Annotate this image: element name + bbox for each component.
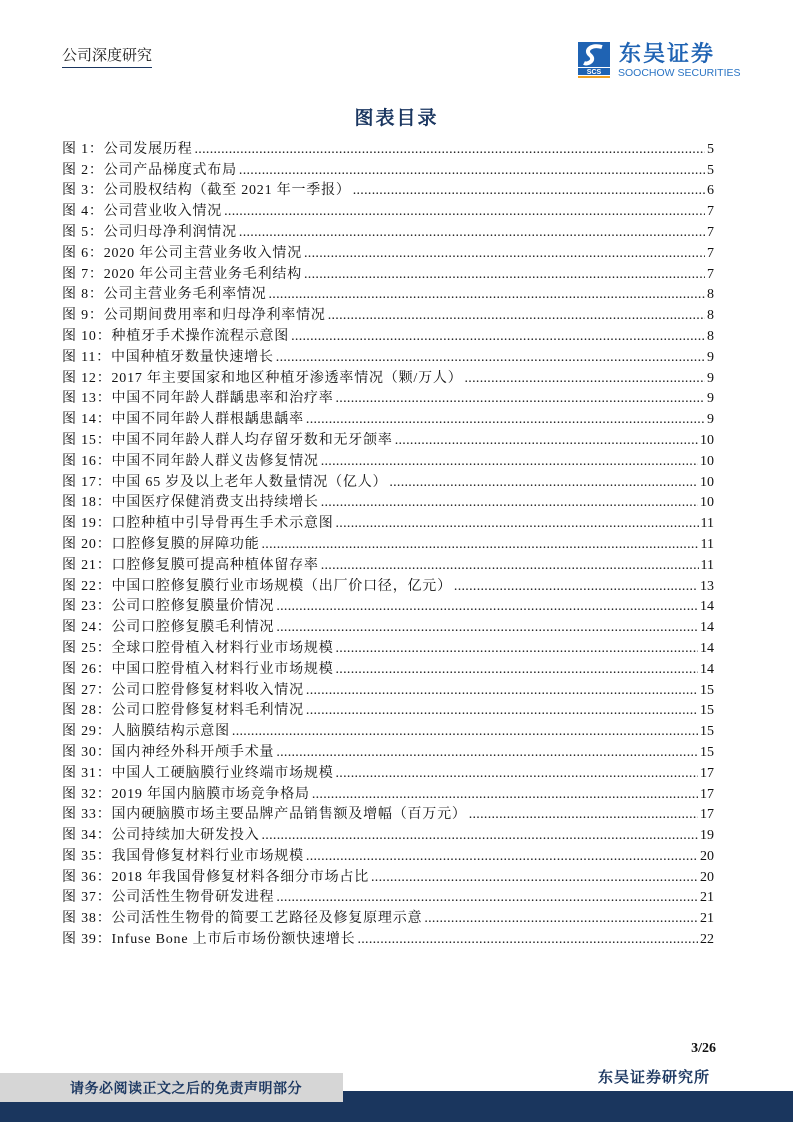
footer-institute: 东吴证券研究所: [598, 1070, 711, 1086]
toc-entry-page[interactable]: 13: [700, 578, 714, 594]
toc-entry[interactable]: [62, 388, 714, 409]
toc-leader-dots: [232, 723, 698, 741]
logo-english-name: SOOCHOW SECURITIES: [618, 67, 741, 79]
toc-leader-dots: [291, 328, 705, 346]
toc-entry-page[interactable]: 7: [707, 204, 714, 220]
toc-entry-label[interactable]: 图 35：我国骨修复材料行业市场规模: [62, 848, 304, 864]
toc-entry-label[interactable]: 图 10：种植牙手术操作流程示意图: [62, 328, 290, 344]
toc-entry-label[interactable]: 图 36：2018 年我国骨修复材料各细分市场占比: [62, 869, 369, 885]
toc-entry[interactable]: [62, 138, 714, 159]
toc-leader-dots: [239, 162, 705, 180]
toc-leader-dots: [424, 910, 698, 928]
toc-entry[interactable]: [62, 284, 714, 305]
toc-leader-dots: [276, 349, 705, 367]
toc-entry-page[interactable]: 20: [700, 848, 714, 864]
toc-entry-label[interactable]: 图 9：公司期间费用率和归母净利率情况: [62, 308, 326, 324]
toc-entry-label[interactable]: 图 12：2017 年主要国家和地区种植牙渗透率情况（颗/万人）: [62, 370, 463, 386]
toc-entry[interactable]: [62, 221, 714, 242]
toc-entry-page[interactable]: 11: [700, 536, 714, 552]
toc-entry[interactable]: [62, 783, 714, 804]
toc-entry-label[interactable]: 图 22：中国口腔修复膜行业市场规模（出厂价口径，亿元）: [62, 578, 452, 594]
toc-entry[interactable]: [62, 741, 714, 762]
toc-leader-dots: [195, 141, 706, 159]
toc-entry-page[interactable]: 10: [700, 432, 714, 448]
toc-entry-page[interactable]: 7: [707, 224, 714, 240]
toc-entry-page[interactable]: 14: [700, 599, 714, 615]
toc-entry[interactable]: [62, 658, 714, 679]
toc-entry-page[interactable]: 9: [707, 370, 714, 386]
toc-entry-label[interactable]: 图 34：公司持续加大研发投入: [62, 828, 260, 844]
toc-entry-page[interactable]: 9: [707, 349, 714, 365]
toc-leader-dots: [262, 536, 699, 554]
toc-entry[interactable]: [62, 492, 714, 513]
toc-leader-dots: [306, 702, 698, 720]
toc-entry-page[interactable]: 19: [700, 828, 714, 844]
toc-entry-page[interactable]: 9: [707, 391, 714, 407]
toc-entry[interactable]: [62, 159, 714, 180]
toc-entry[interactable]: [62, 596, 714, 617]
toc-entry-page[interactable]: 7: [707, 266, 714, 282]
toc-leader-dots: [312, 786, 698, 804]
toc-entry-label[interactable]: 图 2：公司产品梯度式布局: [62, 162, 237, 178]
toc-entry-label[interactable]: 图 17：中国 65 岁及以上老年人数量情况（亿人）: [62, 474, 388, 490]
toc-entry-page[interactable]: 9: [707, 412, 714, 428]
toc-entry[interactable]: [62, 512, 714, 533]
toc-entry-label[interactable]: 图 24：公司口腔修复膜毛利情况: [62, 620, 275, 636]
toc-entry-label[interactable]: 图 3：公司股权结构（截至 2021 年一季报）: [62, 183, 351, 199]
toc-leader-dots: [469, 806, 698, 824]
toc-entry-label[interactable]: 图 7：2020 年公司主营业务毛利结构: [62, 266, 302, 282]
toc-leader-dots: [336, 515, 699, 533]
toc-entry-label[interactable]: 图 19：口腔种植中引导骨再生手术示意图: [62, 516, 334, 532]
toc-entry[interactable]: [62, 346, 714, 367]
toc-entry[interactable]: [62, 907, 714, 928]
scs-logo-icon: [578, 42, 610, 78]
toc-entry-page[interactable]: 21: [700, 890, 714, 906]
toc-entry-page[interactable]: 5: [707, 141, 714, 157]
toc-entry-page[interactable]: 10: [700, 453, 714, 469]
toc-entry-page[interactable]: 22: [700, 932, 714, 948]
toc-entry-page[interactable]: 15: [700, 744, 714, 760]
toc-entry[interactable]: [62, 471, 714, 492]
toc-leader-dots: [454, 578, 698, 596]
page-number: 3/26: [691, 1041, 716, 1056]
toc-entry-page[interactable]: 6: [707, 183, 714, 199]
toc-leader-dots: [389, 474, 698, 492]
toc-entry-page[interactable]: 17: [700, 765, 714, 781]
toc-entry-label[interactable]: 图 38：公司活性生物骨的简要工艺路径及修复原理示意: [62, 911, 423, 927]
toc-entry[interactable]: [62, 533, 714, 554]
soochow-logo: [578, 42, 743, 82]
toc-leader-dots: [224, 203, 705, 221]
toc-entry-label[interactable]: 图 6：2020 年公司主营业务收入情况: [62, 245, 302, 261]
toc-entry-page[interactable]: 14: [700, 661, 714, 677]
toc-entry[interactable]: [62, 408, 714, 429]
toc-entry[interactable]: [62, 866, 714, 887]
toc-entry-label[interactable]: 图 37：公司活性生物骨研发进程: [62, 890, 275, 906]
toc-leader-dots: [269, 286, 706, 304]
toc-entry-page[interactable]: 10: [700, 495, 714, 511]
toc-entry[interactable]: [62, 450, 714, 471]
toc-entry-page[interactable]: 8: [707, 287, 714, 303]
toc-entry-page[interactable]: 15: [700, 724, 714, 740]
toc-entry-page[interactable]: 5: [707, 162, 714, 178]
toc-leader-dots: [357, 931, 698, 949]
toc-leader-dots: [465, 370, 706, 388]
toc-entry[interactable]: [62, 554, 714, 575]
toc-entry[interactable]: [62, 325, 714, 346]
toc-leader-dots: [328, 307, 705, 325]
toc-leader-dots: [276, 619, 698, 637]
toc-entry-page[interactable]: 8: [707, 328, 714, 344]
toc-entry-page[interactable]: 17: [700, 786, 714, 802]
toc-leader-dots: [306, 848, 698, 866]
toc-entry[interactable]: [62, 928, 714, 949]
toc-leader-dots: [276, 889, 698, 907]
toc-leader-dots: [306, 411, 705, 429]
toc-entry[interactable]: [62, 804, 714, 825]
toc-entry[interactable]: [62, 429, 714, 450]
toc-entry-page[interactable]: 8: [707, 308, 714, 324]
toc-entry-label[interactable]: 图 33：国内硬脑膜市场主要品牌产品销售额及增幅（百万元）: [62, 807, 467, 823]
toc-leader-dots: [304, 245, 705, 263]
toc-entry-label[interactable]: 图 30：国内神经外科开颅手术量: [62, 744, 275, 760]
toc-entry-label[interactable]: 图 18：中国医疗保健消费支出持续增长: [62, 495, 319, 511]
toc-entry-page[interactable]: 11: [700, 516, 714, 532]
toc-entry-label[interactable]: 图 29：人脑膜结构示意图: [62, 724, 230, 740]
toc-entry[interactable]: [62, 200, 714, 221]
page-title: 图表目录: [354, 108, 439, 129]
toc-entry-label[interactable]: 图 8：公司主营业务毛利率情况: [62, 287, 267, 303]
toc-entry[interactable]: [62, 679, 714, 700]
toc-entry-label[interactable]: 图 21：口腔修复膜可提高种植体留存率: [62, 557, 319, 573]
toc-entry[interactable]: [62, 824, 714, 845]
toc-leader-dots: [371, 869, 698, 887]
toc-entry-label[interactable]: 图 39：Infuse Bone 上市后市场份额快速增长: [62, 932, 356, 948]
toc-leader-dots: [321, 494, 698, 512]
toc-entry-page[interactable]: 20: [700, 869, 714, 885]
toc-entry-label[interactable]: 图 25：全球口腔骨植入材料行业市场规模: [62, 640, 334, 656]
toc-leader-dots: [336, 640, 699, 658]
toc-entry[interactable]: [62, 887, 714, 908]
toc-leader-dots: [336, 661, 699, 679]
toc-leader-dots: [262, 827, 699, 845]
toc-leader-dots: [336, 390, 706, 408]
svg-text:SCS: SCS: [586, 69, 602, 76]
toc-entry-label[interactable]: 图 16：中国不同年龄人群义齿修复情况: [62, 453, 319, 469]
toc-entry[interactable]: [62, 575, 714, 596]
toc-entry-page[interactable]: 15: [700, 682, 714, 698]
toc-entry-label[interactable]: 图 32：2019 年国内脑膜市场竞争格局: [62, 786, 310, 802]
toc-entry-label[interactable]: 图 15：中国不同年龄人群人均存留牙数和无牙颌率: [62, 432, 393, 448]
toc-leader-dots: [395, 432, 698, 450]
toc-entry[interactable]: [62, 637, 714, 658]
toc-entry-label[interactable]: 图 31：中国人工硬脑膜行业终端市场规模: [62, 765, 334, 781]
toc-entry-label[interactable]: 图 4：公司营业收入情况: [62, 204, 223, 220]
toc-leader-dots: [336, 765, 699, 783]
toc-entry-page[interactable]: 14: [700, 640, 714, 656]
toc-leader-dots: [306, 682, 698, 700]
toc-entry-page[interactable]: 11: [700, 557, 714, 573]
toc-entry-label[interactable]: 图 11：中国种植牙数量快速增长: [62, 349, 274, 365]
toc-entry[interactable]: [62, 700, 714, 721]
toc-entry[interactable]: [62, 367, 714, 388]
toc-entry[interactable]: [62, 242, 714, 263]
toc-entry-label[interactable]: 图 26：中国口腔骨植入材料行业市场规模: [62, 661, 334, 677]
toc-entry-label[interactable]: 图 1：公司发展历程: [62, 141, 193, 157]
toc-leader-dots: [321, 557, 699, 575]
toc-entry-label[interactable]: 图 23：公司口腔修复膜量价情况: [62, 599, 275, 615]
toc-entry[interactable]: [62, 263, 714, 284]
toc-entry-page[interactable]: 10: [700, 474, 714, 490]
report-type-label: 公司深度研究: [62, 46, 152, 68]
toc-entry-label[interactable]: 图 5：公司归母净利润情况: [62, 224, 237, 240]
toc-entry-page[interactable]: 14: [700, 620, 714, 636]
toc-entry-label[interactable]: 图 20：口腔修复膜的屏障功能: [62, 536, 260, 552]
toc-entry[interactable]: [62, 762, 714, 783]
toc-leader-dots: [276, 598, 698, 616]
toc-entry-label[interactable]: 图 28：公司口腔骨修复材料毛利情况: [62, 703, 304, 719]
toc-entry-page[interactable]: 21: [700, 911, 714, 927]
toc-leader-dots: [304, 266, 705, 284]
toc-entry[interactable]: [62, 720, 714, 741]
toc-entry[interactable]: [62, 180, 714, 201]
toc-leader-dots: [239, 224, 705, 242]
toc-entry[interactable]: [62, 304, 714, 325]
logo-chinese-name: 东吴证券: [619, 42, 716, 67]
toc-leader-dots: [276, 744, 698, 762]
toc-entry-label[interactable]: 图 27：公司口腔骨修复材料收入情况: [62, 682, 304, 698]
toc-leader-dots: [321, 453, 698, 471]
toc-entry-label[interactable]: 图 13：中国不同年龄人群龋患率和治疗率: [62, 391, 334, 407]
figure-toc-list: [62, 138, 714, 949]
toc-entry-page[interactable]: 15: [700, 703, 714, 719]
toc-entry-page[interactable]: 17: [700, 807, 714, 823]
toc-entry[interactable]: [62, 845, 714, 866]
toc-entry[interactable]: [62, 616, 714, 637]
toc-entry-page[interactable]: 7: [707, 245, 714, 261]
toc-entry-label[interactable]: 图 14：中国不同年龄人群根龋患龋率: [62, 412, 304, 428]
footer-disclaimer: 请务必阅读正文之后的免责声明部分: [70, 1082, 302, 1097]
toc-leader-dots: [353, 182, 705, 200]
